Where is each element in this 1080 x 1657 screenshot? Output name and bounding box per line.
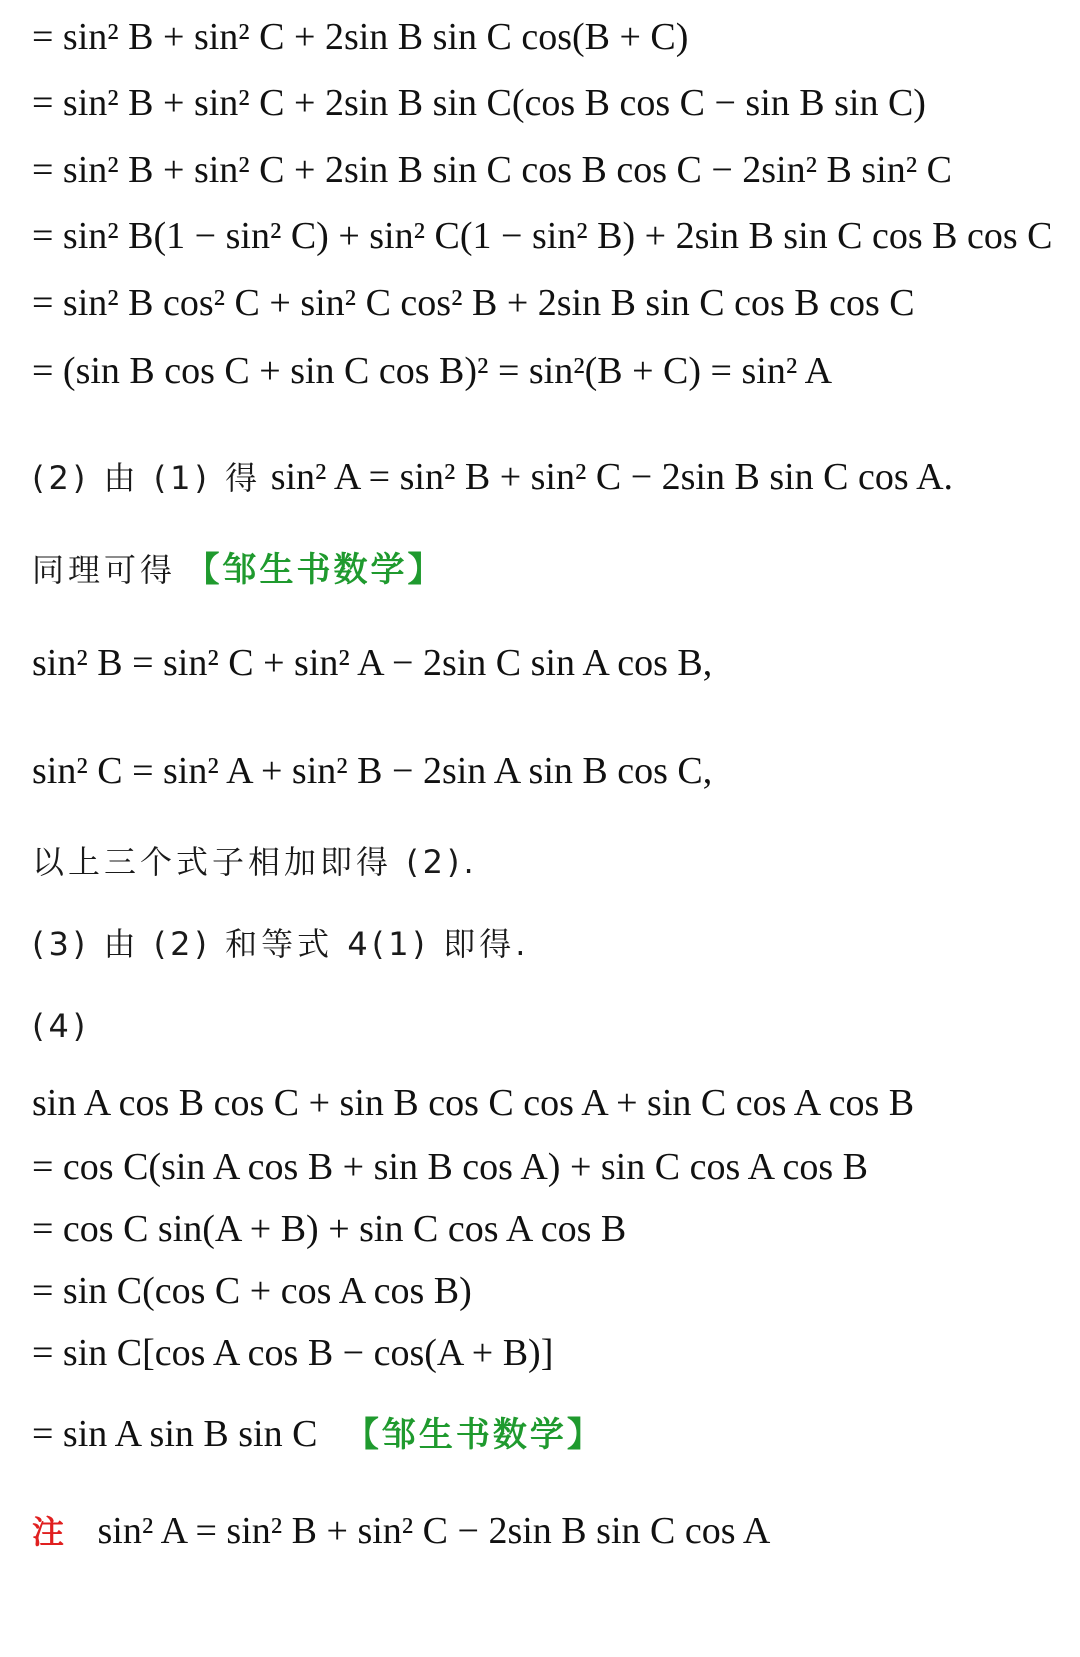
note-formula: sin² A = sin² B + sin² C − 2sin B sin C cos A xyxy=(97,1510,771,1552)
part4-label: (4) xyxy=(32,1007,90,1045)
part2-conclusion: 以上三个式子相加即得 (2). xyxy=(32,843,478,881)
derivation-line-2: = sin² B + sin² C + 2sin B sin C(cos B cos C − sin B sin C) xyxy=(32,82,926,124)
part2-similarly-line xyxy=(32,550,445,588)
part2-intro-formula: sin² A = sin² B + sin² C − 2sin B sin C cos A. xyxy=(270,456,954,498)
part2-intro-text: (2) 由 (1) 得 xyxy=(32,459,262,497)
derivation-line-5: = sin² B cos² C + sin² C cos² B + 2sin B sin C cos B cos C xyxy=(32,282,915,324)
part4-line-3: = cos C sin(A + B) + sin C cos A cos B xyxy=(32,1208,627,1250)
similarly-text: 同理可得 xyxy=(32,551,177,589)
part4-line-5: = sin C[cos A cos B − cos(A + B)] xyxy=(32,1332,554,1374)
note-mark: 注 xyxy=(32,1513,65,1551)
note-line xyxy=(32,1512,770,1550)
derivation-line-4: = sin² B(1 − sin² C) + sin² C(1 − sin² B) + 2sin B sin C cos B cos C xyxy=(32,215,1053,257)
equation-sin2-c: sin² C = sin² A + sin² B − 2sin A sin B cos C, xyxy=(32,750,713,792)
part2-intro xyxy=(32,458,953,496)
brand-watermark: 【邹生书数学】 xyxy=(185,550,445,590)
part4-line-4: = sin C(cos C + cos A cos B) xyxy=(32,1270,472,1312)
derivation-line-3: = sin² B + sin² C + 2sin B sin C cos B cos C − 2sin² B sin² C xyxy=(32,149,952,191)
part3-text: (3) 由 (2) 和等式 4(1) 即得. xyxy=(32,925,530,963)
part4-line-1: sin A cos B cos C + sin B cos C cos A + sin C cos A cos B xyxy=(32,1082,915,1124)
brand-watermark-2: 【邹生书数学】 xyxy=(344,1415,604,1455)
derivation-line-1: = sin² B + sin² C + 2sin B sin C cos(B + C) xyxy=(32,16,689,58)
part4-line-6-row xyxy=(32,1415,604,1453)
part4-line-6: = sin A sin B sin C xyxy=(32,1413,318,1455)
part4-line-2: = cos C(sin A cos B + sin B cos A) + sin C cos A cos B xyxy=(32,1146,868,1188)
equation-sin2-b: sin² B = sin² C + sin² A − 2sin C sin A cos B, xyxy=(32,642,713,684)
derivation-line-6: = (sin B cos C + sin C cos B)² = sin²(B + C) = sin² A xyxy=(32,350,833,392)
